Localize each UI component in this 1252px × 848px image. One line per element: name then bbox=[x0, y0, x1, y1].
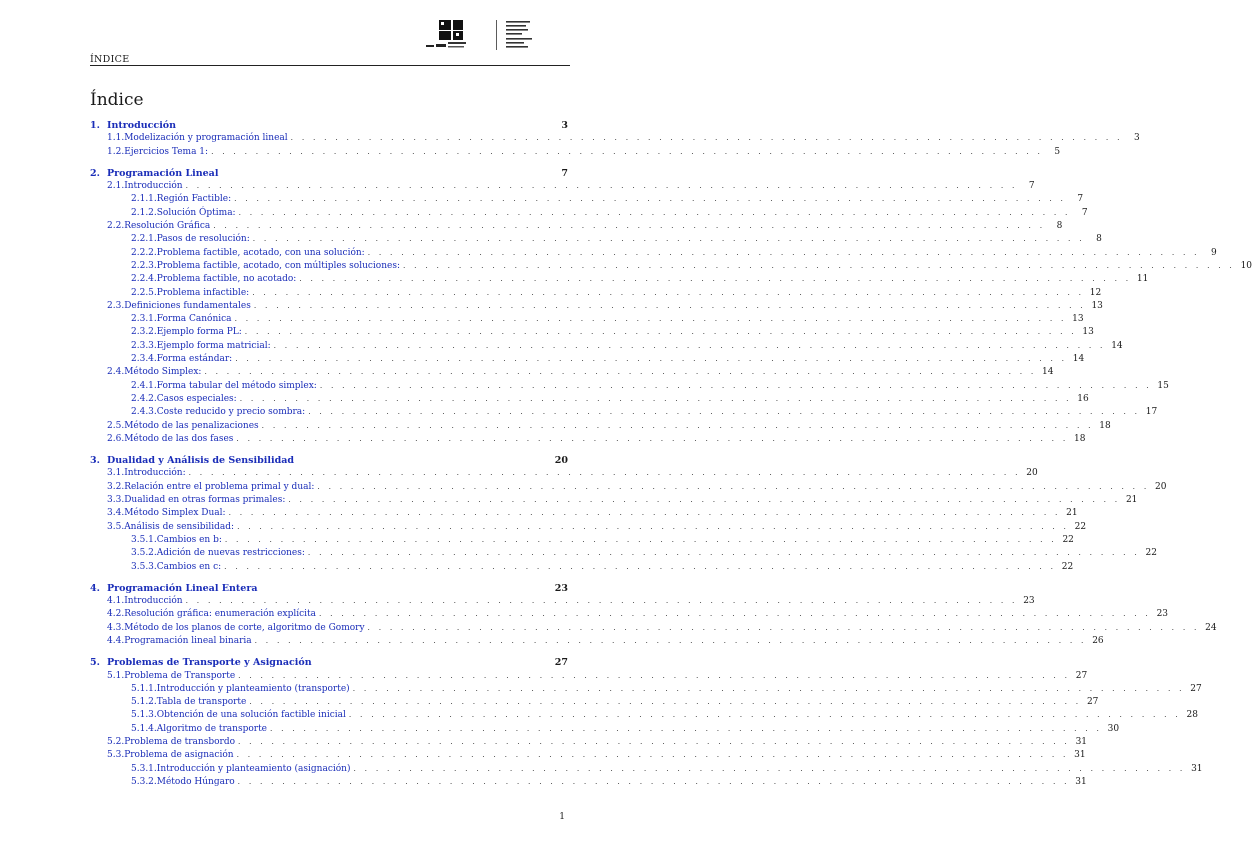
toc-leader-dots: . . . . . . . . . . . . . . . . . . . . . . . . . . . . . . . . . . . . . . . . . . . . . . . . . . . . . . . . . . . . . . . . . . . . . . . . . . . bbox=[288, 495, 1121, 505]
toc-subsection[interactable] bbox=[90, 596, 1035, 609]
toc-entry-number: 1.2. bbox=[107, 146, 125, 157]
toc-entry-label[interactable]: Resolución gráfica: enumeración explícita bbox=[124, 609, 316, 620]
toc-entry-page: 31 bbox=[1075, 737, 1088, 748]
toc-leader-dots: . . . . . . . . . . . . . . . . . . . . . . . . . . . . . . . . . . . . . . . . . . . . . . . . . . . . . . . . . . . . . . . . . . . . . . . . . . . bbox=[261, 420, 1094, 430]
toc-entry-label[interactable]: Programación lineal binaria bbox=[124, 635, 252, 646]
toc-entry-label[interactable]: Obtención de una solución factible inicial bbox=[156, 710, 346, 721]
toc-subsubsection[interactable] bbox=[90, 407, 1158, 420]
toc-entry-number: 2.3.4. bbox=[131, 354, 157, 365]
toc-subsection[interactable] bbox=[90, 433, 1086, 447]
toc-entry-page: 7 bbox=[561, 167, 568, 179]
toc-section-block bbox=[90, 120, 1140, 160]
toc-entry-page: 20 bbox=[554, 455, 568, 467]
toc-leader-dots: . . . . . . . . . . . . . . . . . . . . . . . . . . . . . . . . . . . . . . . . . . . . . . . . . . . . . . . . . . . . . . . . . . . . . . . . . . . bbox=[213, 221, 1046, 231]
toc-subsubsection[interactable] bbox=[90, 274, 1149, 287]
toc-leader-dots: . . . . . . . . . . . . . . . . . . . . . . . . . . . . . . . . . . . . . . . . . . . . . . . . . . . . . . . . . . . . . . . . . . . . . . . . . . . bbox=[253, 300, 1086, 310]
toc-leader-dots: . . . . . . . . . . . . . . . . . . . . . . . . . . . . . . . . . . . . . . . . . . . . . . . . . . . . . . . . . . . . . . . . . . . . . . . . . . . bbox=[252, 234, 1085, 244]
toc-leader-dots: . . . . . . . . . . . . . . . . . . . . . . . . . . . . . . . . . . . . . . . . . . . . . . . . . . . . . . . . . . . . . . . . . . . . . . . . . . . bbox=[353, 763, 1186, 773]
toc-leader-dots: . . . . . . . . . . . . . . . . . . . . . . . . . . . . . . . . . . . . . . . . . . . . . . . . . . . . . . . . . . . . . . . . . . . . . . . . . . . bbox=[234, 314, 1067, 324]
toc-subsubsection[interactable] bbox=[90, 354, 1085, 367]
toc-entry-label[interactable]: Método de las penalizaciones bbox=[124, 420, 259, 431]
toc-leader-dots: . . . . . . . . . . . . . . . . . . . . . . . . . . . . . . . . . . . . . . . . . . . . . . . . . . . . . . . . . . . . . . . . . . . . . . . . . . . bbox=[254, 635, 1087, 645]
toc-subsection[interactable] bbox=[90, 521, 1087, 535]
toc-entry-number: 5. bbox=[90, 657, 100, 669]
toc-entry-label[interactable]: Problema infactible: bbox=[156, 287, 250, 298]
toc-entry-number: 2.6. bbox=[107, 433, 125, 444]
toc-subsection[interactable] bbox=[90, 670, 1088, 684]
toc-entry-label[interactable]: Introducción bbox=[124, 181, 183, 192]
toc-entry-page: 23 bbox=[1023, 596, 1035, 607]
toc-entry-number: 2.3.1. bbox=[131, 314, 157, 325]
toc-entry-number: 5.1.2. bbox=[131, 697, 157, 708]
toc-entry-number: 2.3.2. bbox=[131, 327, 157, 338]
toc-subsubsection[interactable] bbox=[90, 340, 1123, 354]
toc-entry-page: 9 bbox=[1211, 247, 1217, 258]
toc-entry-label[interactable]: Método Simplex: bbox=[124, 367, 202, 378]
toc-entry-page: 18 bbox=[1099, 420, 1111, 431]
toc-section-block bbox=[90, 582, 1217, 649]
toc-entry-page: 14 bbox=[1111, 340, 1123, 351]
toc-entry-page: 23 bbox=[1156, 609, 1169, 620]
toc-entry-label[interactable]: Problema de transbordo bbox=[124, 737, 235, 748]
toc-subsubsection[interactable] bbox=[90, 380, 1169, 394]
toc-entry-page: 23 bbox=[554, 582, 568, 594]
toc-entry-page: 11 bbox=[1136, 274, 1149, 285]
toc-leader-dots: . . . . . . . . . . . . . . . . . . . . . . . . . . . . . . . . . . . . . . . . . . . . . . . . . . . . . . . . . . . . . . . . . . . . . . . . . . . bbox=[211, 146, 1044, 156]
toc-leader-dots: . . . . . . . . . . . . . . . . . . . . . . . . . . . . . . . . . . . . . . . . . . . . . . . . . . . . . . . . . . . . . . . . . . . . . . . . . . . bbox=[308, 407, 1141, 417]
toc-entry-number: 2.1.2. bbox=[131, 207, 157, 218]
toc-section[interactable] bbox=[90, 168, 568, 181]
toc-leader-dots: . . . . . . . . . . . . . . . . . . . . . . . . . . . . . . . . . . . . . . . . . . . . . . . . . . . . . . . . . . . . . . . . . . . . . . . . . . . bbox=[185, 181, 1018, 191]
toc-entry-label[interactable]: Programación Lineal bbox=[107, 167, 219, 179]
toc-subsubsection[interactable] bbox=[90, 287, 1102, 301]
toc-section[interactable] bbox=[90, 120, 568, 133]
toc-subsubsection[interactable] bbox=[90, 776, 1087, 790]
toc-entry-number: 4.1. bbox=[107, 596, 125, 607]
toc-subsection[interactable] bbox=[90, 750, 1086, 763]
toc-subsubsection[interactable] bbox=[90, 234, 1102, 247]
toc-entry-label[interactable]: Ejercicios Tema 1: bbox=[124, 146, 209, 157]
toc-entry-label[interactable]: Problema de Transporte bbox=[124, 670, 236, 681]
toc-entry-page: 26 bbox=[1092, 635, 1104, 646]
toc-leader-dots: . . . . . . . . . . . . . . . . . . . . . . . . . . . . . . . . . . . . . . . . . . . . . . . . . . . . . . . . . . . . . . . . . . . . . . . . . . . bbox=[238, 670, 1071, 680]
toc-subsubsection[interactable] bbox=[90, 683, 1202, 697]
toc-entry-page: 30 bbox=[1107, 723, 1120, 734]
toc-entry-page: 27 bbox=[1190, 683, 1202, 694]
toc-entry-page: 7 bbox=[1081, 207, 1088, 218]
toc-entry-label[interactable]: Definiciones fundamentales bbox=[124, 300, 251, 311]
toc-entry-label[interactable]: Forma estándar: bbox=[156, 354, 233, 365]
toc-leader-dots: . . . . . . . . . . . . . . . . . . . . . . . . . . . . . . . . . . . . . . . . . . . . . . . . . . . . . . . . . . . . . . . . . . . . . . . . . . . bbox=[249, 697, 1082, 707]
toc-subsection[interactable] bbox=[90, 508, 1078, 521]
toc-entry-number: 3.5.2. bbox=[131, 548, 157, 559]
toc-entry-page: 20 bbox=[1026, 468, 1038, 479]
toc-entry-page: 21 bbox=[1066, 508, 1078, 519]
page-number: 1 bbox=[559, 812, 565, 822]
toc-entry-page: 22 bbox=[1062, 534, 1074, 545]
toc-section-block bbox=[90, 167, 1252, 447]
toc-entry-number: 2.3.3. bbox=[131, 340, 157, 351]
toc-subsubsection[interactable] bbox=[90, 247, 1217, 261]
toc-leader-dots: . . . . . . . . . . . . . . . . . . . . . . . . . . . . . . . . . . . . . . . . . . . . . . . . . . . . . . . . . . . . . . . . . . . . . . . . . . . bbox=[290, 133, 1123, 143]
toc-entry-page: 16 bbox=[1077, 393, 1089, 404]
toc-entry-number: 2.4.2. bbox=[131, 393, 157, 404]
header-rule bbox=[90, 65, 570, 66]
toc-leader-dots: . . . . . . . . . . . . . . . . . . . . . . . . . . . . . . . . . . . . . . . . . . . . . . . . . . . . . . . . . . . . . . . . . . . . . . . . . . . bbox=[185, 596, 1018, 606]
toc-entry-number: 3.1. bbox=[107, 468, 125, 479]
toc-leader-dots: . . . . . . . . . . . . . . . . . . . . . . . . . . . . . . . . . . . . . . . . . . . . . . . . . . . . . . . . . . . . . . . . . . . . . . . . . . . bbox=[235, 354, 1068, 364]
toc-entry-label[interactable]: Método de los planos de corte, algoritmo de Gomory bbox=[124, 622, 365, 633]
toc-leader-dots: . . . . . . . . . . . . . . . . . . . . . . . . . . . . . . . . . . . . . . . . . . . . . . . . . . . . . . . . . . . . . . . . . . . . . . . . . . . bbox=[270, 723, 1103, 733]
toc-entry-number: 2.2.3. bbox=[131, 260, 157, 271]
toc-entry-page: 7 bbox=[1028, 181, 1035, 192]
toc-entry-number: 2. bbox=[90, 167, 100, 179]
toc-entry-label[interactable]: Problemas de Transporte y Asignación bbox=[107, 657, 312, 669]
toc-entry-label[interactable]: Dualidad y Análisis de Sensibilidad bbox=[107, 455, 295, 467]
toc-entry-page: 8 bbox=[1056, 221, 1063, 232]
toc-leader-dots: . . . . . . . . . . . . . . . . . . . . . . . . . . . . . . . . . . . . . . . . . . . . . . . . . . . . . . . . . . . . . . . . . . . . . . . . . . . bbox=[238, 207, 1071, 217]
toc-leader-dots: . . . . . . . . . . . . . . . . . . . . . . . . . . . . . . . . . . . . . . . . . . . . . . . . . . . . . . . . . . . . . . . . . . . . . . . . . . . bbox=[403, 260, 1236, 270]
toc-entry-label[interactable]: Cambios en b: bbox=[156, 534, 222, 545]
toc-entry-label[interactable]: Dualidad en otras formas primales: bbox=[124, 495, 286, 506]
toc-leader-dots: . . . . . . . . . . . . . . . . . . . . . . . . . . . . . . . . . . . . . . . . . . . . . . . . . . . . . . . . . . . . . . . . . . . . . . . . . . . bbox=[204, 367, 1037, 377]
toc-entry-label[interactable]: Método Simplex Dual: bbox=[124, 508, 226, 519]
toc-entry-number: 2.2.5. bbox=[131, 287, 157, 298]
toc-entry-label[interactable]: Introducción y planteamiento (asignación) bbox=[156, 763, 351, 774]
toc-entry-label[interactable]: Tabla de transporte bbox=[156, 697, 247, 708]
toc-entry-label[interactable]: Método de las dos fases bbox=[124, 433, 234, 444]
toc-leader-dots: . . . . . . . . . . . . . . . . . . . . . . . . . . . . . . . . . . . . . . . . . . . . . . . . . . . . . . . . . . . . . . . . . . . . . . . . . . . bbox=[236, 750, 1069, 760]
toc-subsubsection[interactable] bbox=[90, 194, 1084, 207]
toc-entry-page: 14 bbox=[1042, 367, 1054, 378]
toc-entry-number: 2.2.2. bbox=[131, 247, 157, 258]
toc-entry-number: 2.4.3. bbox=[131, 407, 157, 418]
toc-entry-page: 22 bbox=[1061, 561, 1074, 572]
toc-entry-number: 1. bbox=[90, 120, 100, 131]
toc-leader-dots: . . . . . . . . . . . . . . . . . . . . . . . . . . . . . . . . . . . . . . . . . . . . . . . . . . . . . . . . . . . . . . . . . . . . . . . . . . . bbox=[319, 380, 1152, 390]
toc-subsection[interactable] bbox=[90, 622, 1217, 636]
toc-entry-label[interactable]: Coste reducido y precio sombra: bbox=[156, 407, 306, 418]
toc-leader-dots: . . . . . . . . . . . . . . . . . . . . . . . . . . . . . . . . . . . . . . . . . . . . . . . . . . . . . . . . . . . . . . . . . . . . . . . . . . . bbox=[367, 622, 1200, 632]
toc-leader-dots: . . . . . . . . . . . . . . . . . . . . . . . . . . . . . . . . . . . . . . . . . . . . . . . . . . . . . . . . . . . . . . . . . . . . . . . . . . . bbox=[348, 710, 1181, 720]
toc-leader-dots: . . . . . . . . . . . . . . . . . . . . . . . . . . . . . . . . . . . . . . . . . . . . . . . . . . . . . . . . . . . . . . . . . . . . . . . . . . . bbox=[299, 274, 1132, 284]
toc-leader-dots: . . . . . . . . . . . . . . . . . . . . . . . . . . . . . . . . . . . . . . . . . . . . . . . . . . . . . . . . . . . . . . . . . . . . . . . . . . . bbox=[237, 776, 1070, 786]
toc-leader-dots: . . . . . . . . . . . . . . . . . . . . . . . . . . . . . . . . . . . . . . . . . . . . . . . . . . . . . . . . . . . . . . . . . . . . . . . . . . . bbox=[224, 534, 1057, 544]
toc-subsubsection[interactable] bbox=[90, 534, 1074, 548]
toc-entry-label[interactable]: Solución Óptima: bbox=[156, 207, 236, 218]
toc-leader-dots: . . . . . . . . . . . . . . . . . . . . . . . . . . . . . . . . . . . . . . . . . . . . . . . . . . . . . . . . . . . . . . . . . . . . . . . . . . . bbox=[307, 548, 1140, 558]
toc-leader-dots: . . . . . . . . . . . . . . . . . . . . . . . . . . . . . . . . . . . . . . . . . . . . . . . . . . . . . . . . . . . . . . . . . . . . . . . . . . . bbox=[188, 468, 1021, 478]
toc-entry-number: 5.3.1. bbox=[131, 763, 157, 774]
toc-leader-dots: . . . . . . . . . . . . . . . . . . . . . . . . . . . . . . . . . . . . . . . . . . . . . . . . . . . . . . . . . . . . . . . . . . . . . . . . . . . bbox=[367, 247, 1200, 257]
toc-entry-page: 13 bbox=[1072, 314, 1084, 325]
toc-entry-label[interactable]: Pasos de resolución: bbox=[156, 234, 250, 245]
toc-subsection[interactable] bbox=[90, 495, 1138, 508]
toc-subsubsection[interactable] bbox=[90, 548, 1157, 561]
toc-entry-number: 5.3.2. bbox=[131, 776, 157, 787]
toc-subsection[interactable] bbox=[90, 367, 1054, 380]
toc-leader-dots: . . . . . . . . . . . . . . . . . . . . . . . . . . . . . . . . . . . . . . . . . . . . . . . . . . . . . . . . . . . . . . . . . . . . . . . . . . . bbox=[244, 327, 1077, 337]
toc-subsection[interactable] bbox=[90, 146, 1061, 160]
toc-subsubsection[interactable] bbox=[90, 260, 1252, 274]
toc-entry-number: 2.2.4. bbox=[131, 274, 157, 285]
toc-subsection[interactable] bbox=[90, 468, 1038, 481]
header-title: ÍNDICE bbox=[90, 54, 130, 65]
toc-subsubsection[interactable] bbox=[90, 763, 1203, 777]
toc-leader-dots: . . . . . . . . . . . . . . . . . . . . . . . . . . . . . . . . . . . . . . . . . . . . . . . . . . . . . . . . . . . . . . . . . . . . . . . . . . . bbox=[317, 481, 1150, 491]
toc-leader-dots: . . . . . . . . . . . . . . . . . . . . . . . . . . . . . . . . . . . . . . . . . . . . . . . . . . . . . . . . . . . . . . . . . . . . . . . . . . . bbox=[273, 340, 1106, 350]
toc-entry-number: 5.1.4. bbox=[131, 723, 157, 734]
toc-entry-label[interactable]: Forma tabular del método simplex: bbox=[156, 380, 317, 391]
toc-leader-dots: . . . . . . . . . . . . . . . . . . . . . . . . . . . . . . . . . . . . . . . . . . . . . . . . . . . . . . . . . . . . . . . . . . . . . . . . . . . bbox=[224, 561, 1057, 571]
toc-entry-number: 5.1.1. bbox=[131, 683, 157, 694]
toc-section[interactable] bbox=[90, 455, 568, 468]
toc-leader-dots: . . . . . . . . . . . . . . . . . . . . . . . . . . . . . . . . . . . . . . . . . . . . . . . . . . . . . . . . . . . . . . . . . . . . . . . . . . . bbox=[252, 287, 1085, 297]
toc-subsection[interactable] bbox=[90, 737, 1088, 750]
toc-leader-dots: . . . . . . . . . . . . . . . . . . . . . . . . . . . . . . . . . . . . . . . . . . . . . . . . . . . . . . . . . . . . . . . . . . . . . . . . . . . bbox=[234, 194, 1067, 204]
toc-entry-page: 3 bbox=[561, 120, 568, 131]
toc-subsection[interactable] bbox=[90, 420, 1111, 434]
toc-entry-number: 2.2. bbox=[107, 221, 125, 232]
toc-entry-label[interactable]: Problema de asignación bbox=[124, 750, 234, 761]
toc-entry-page: 24 bbox=[1205, 622, 1217, 633]
university-logo-icon bbox=[426, 18, 570, 52]
toc-leader-dots: . . . . . . . . . . . . . . . . . . . . . . . . . . . . . . . . . . . . . . . . . . . . . . . . . . . . . . . . . . . . . . . . . . . . . . . . . . . bbox=[228, 508, 1061, 518]
toc-entry-page: 31 bbox=[1191, 763, 1203, 774]
toc-entry-page: 17 bbox=[1145, 407, 1158, 418]
toc-subsubsection[interactable] bbox=[90, 314, 1084, 327]
toc-entry-label[interactable]: Método Húngaro bbox=[156, 776, 235, 787]
toc-subsubsection[interactable] bbox=[90, 393, 1089, 407]
toc-section-block bbox=[90, 657, 1203, 790]
toc-entry-page: 13 bbox=[1082, 327, 1094, 338]
toc-subsection[interactable] bbox=[90, 481, 1167, 495]
page-title: Índice bbox=[90, 90, 144, 110]
toc-subsection[interactable] bbox=[90, 133, 1140, 146]
toc-subsubsection[interactable] bbox=[90, 561, 1074, 575]
toc-leader-dots: . . . . . . . . . . . . . . . . . . . . . . . . . . . . . . . . . . . . . . . . . . . . . . . . . . . . . . . . . . . . . . . . . . . . . . . . . . . bbox=[237, 521, 1070, 531]
toc-entry-page: 22 bbox=[1074, 521, 1087, 532]
toc-leader-dots: . . . . . . . . . . . . . . . . . . . . . . . . . . . . . . . . . . . . . . . . . . . . . . . . . . . . . . . . . . . . . . . . . . . . . . . . . . . bbox=[352, 683, 1185, 693]
toc-entry-number: 5.1. bbox=[107, 670, 125, 681]
toc-entry-page: 20 bbox=[1154, 481, 1167, 492]
toc-entry-number: 4.2. bbox=[107, 609, 125, 620]
toc-leader-dots: . . . . . . . . . . . . . . . . . . . . . . . . . . . . . . . . . . . . . . . . . . . . . . . . . . . . . . . . . . . . . . . . . . . . . . . . . . . bbox=[236, 433, 1069, 443]
toc-entry-label[interactable]: Cambios en c: bbox=[156, 561, 222, 572]
toc-leader-dots: . . . . . . . . . . . . . . . . . . . . . . . . . . . . . . . . . . . . . . . . . . . . . . . . . . . . . . . . . . . . . . . . . . . . . . . . . . . bbox=[239, 393, 1072, 403]
toc-entry-page: 7 bbox=[1077, 194, 1084, 205]
toc-subsection[interactable] bbox=[90, 609, 1169, 622]
toc-entry-number: 2.3. bbox=[107, 300, 125, 311]
toc-entry-page: 5 bbox=[1054, 146, 1061, 157]
toc-subsubsection[interactable] bbox=[90, 207, 1088, 221]
toc-entry-number: 5.2. bbox=[107, 737, 125, 748]
toc-entry-number: 4.4. bbox=[107, 635, 125, 646]
toc-subsection[interactable] bbox=[90, 181, 1035, 194]
toc-entry-page: 12 bbox=[1089, 287, 1102, 298]
toc-entry-page: 27 bbox=[1075, 670, 1088, 681]
toc-entry-label[interactable]: Introducción: bbox=[124, 468, 186, 479]
toc-section-block bbox=[90, 455, 1167, 575]
table-of-contents bbox=[90, 120, 1252, 790]
toc-entry-number: 3.2. bbox=[107, 481, 125, 492]
toc-entry-label[interactable]: Problema factible, no acotado: bbox=[156, 274, 297, 285]
toc-entry-number: 3.4. bbox=[107, 508, 125, 519]
toc-entry-number: 3.5.1. bbox=[131, 534, 157, 545]
toc-entry-page: 27 bbox=[1086, 697, 1099, 708]
toc-entry-label[interactable]: Modelización y programación lineal bbox=[124, 133, 288, 144]
toc-entry-label[interactable]: Ejemplo forma PL: bbox=[156, 327, 242, 338]
toc-entry-number: 2.4.1. bbox=[131, 380, 157, 391]
toc-entry-number: 3.5.3. bbox=[131, 561, 157, 572]
toc-entry-page: 21 bbox=[1125, 495, 1138, 506]
toc-entry-page: 27 bbox=[554, 657, 568, 669]
toc-entry-number: 3.3. bbox=[107, 495, 125, 506]
running-header bbox=[90, 18, 570, 66]
toc-entry-page: 22 bbox=[1145, 548, 1157, 559]
toc-entry-number: 2.2.1. bbox=[131, 234, 157, 245]
toc-entry-label[interactable]: Análisis de sensibilidad: bbox=[124, 521, 235, 532]
toc-subsubsection[interactable] bbox=[90, 327, 1094, 340]
toc-entry-page: 31 bbox=[1075, 776, 1087, 787]
toc-subsection[interactable] bbox=[90, 300, 1103, 314]
toc-entry-page: 3 bbox=[1133, 133, 1140, 144]
toc-entry-page: 13 bbox=[1091, 300, 1103, 311]
toc-entry-number: 3. bbox=[90, 455, 100, 467]
toc-entry-page: 14 bbox=[1072, 354, 1085, 365]
toc-entry-label[interactable]: Región Factible: bbox=[156, 194, 232, 205]
toc-entry-page: 15 bbox=[1157, 380, 1169, 391]
toc-subsection[interactable] bbox=[90, 221, 1063, 234]
toc-entry-label[interactable]: Programación Lineal Entera bbox=[107, 582, 258, 594]
toc-entry-page: 8 bbox=[1096, 234, 1102, 245]
toc-leader-dots: . . . . . . . . . . . . . . . . . . . . . . . . . . . . . . . . . . . . . . . . . . . . . . . . . . . . . . . . . . . . . . . . . . . . . . . . . . . bbox=[319, 609, 1152, 619]
toc-entry-label[interactable]: Introducción bbox=[124, 596, 183, 607]
toc-entry-label[interactable]: Problema factible, acotado, con múltiples soluciones: bbox=[156, 260, 400, 271]
toc-entry-label[interactable]: Ejemplo forma matricial: bbox=[156, 340, 271, 351]
toc-entry-number: 3.5. bbox=[107, 521, 125, 532]
toc-subsection[interactable] bbox=[90, 635, 1104, 649]
toc-entry-label[interactable]: Resolución Gráfica bbox=[124, 221, 211, 232]
toc-entry-label[interactable]: Introducción bbox=[107, 120, 177, 131]
toc-section[interactable] bbox=[90, 583, 568, 596]
toc-entry-label[interactable]: Algoritmo de transporte bbox=[156, 723, 268, 734]
toc-entry-number: 2.4. bbox=[107, 367, 125, 378]
toc-entry-label[interactable]: Relación entre el problema primal y dual: bbox=[124, 481, 315, 492]
toc-entry-label[interactable]: Problema factible, acotado, con una solución: bbox=[156, 247, 365, 258]
toc-entry-page: 10 bbox=[1240, 260, 1252, 271]
toc-entry-page: 31 bbox=[1074, 750, 1086, 761]
toc-entry-page: 18 bbox=[1073, 433, 1086, 444]
toc-entry-page: 28 bbox=[1186, 710, 1198, 721]
toc-section[interactable] bbox=[90, 657, 568, 670]
toc-entry-label[interactable]: Adición de nuevas restricciones: bbox=[156, 548, 305, 559]
toc-subsubsection[interactable] bbox=[90, 710, 1198, 723]
toc-entry-number: 4.3. bbox=[107, 622, 125, 633]
toc-entry-label[interactable]: Casos especiales: bbox=[156, 393, 237, 404]
toc-entry-number: 4. bbox=[90, 582, 100, 594]
toc-entry-label[interactable]: Forma Canónica bbox=[156, 314, 232, 325]
toc-entry-number: 5.1.3. bbox=[131, 710, 157, 721]
toc-leader-dots: . . . . . . . . . . . . . . . . . . . . . . . . . . . . . . . . . . . . . . . . . . . . . . . . . . . . . . . . . . . . . . . . . . . . . . . . . . . bbox=[238, 737, 1071, 747]
toc-subsubsection[interactable] bbox=[90, 697, 1099, 710]
toc-subsubsection[interactable] bbox=[90, 723, 1120, 737]
toc-entry-label[interactable]: Introducción y planteamiento (transporte) bbox=[156, 683, 350, 694]
toc-entry-number: 1.1. bbox=[107, 133, 125, 144]
toc-entry-number: 2.5. bbox=[107, 420, 125, 431]
toc-entry-number: 2.1. bbox=[107, 181, 125, 192]
toc-entry-number: 5.3. bbox=[107, 750, 125, 761]
toc-entry-number: 2.1.1. bbox=[131, 194, 157, 205]
